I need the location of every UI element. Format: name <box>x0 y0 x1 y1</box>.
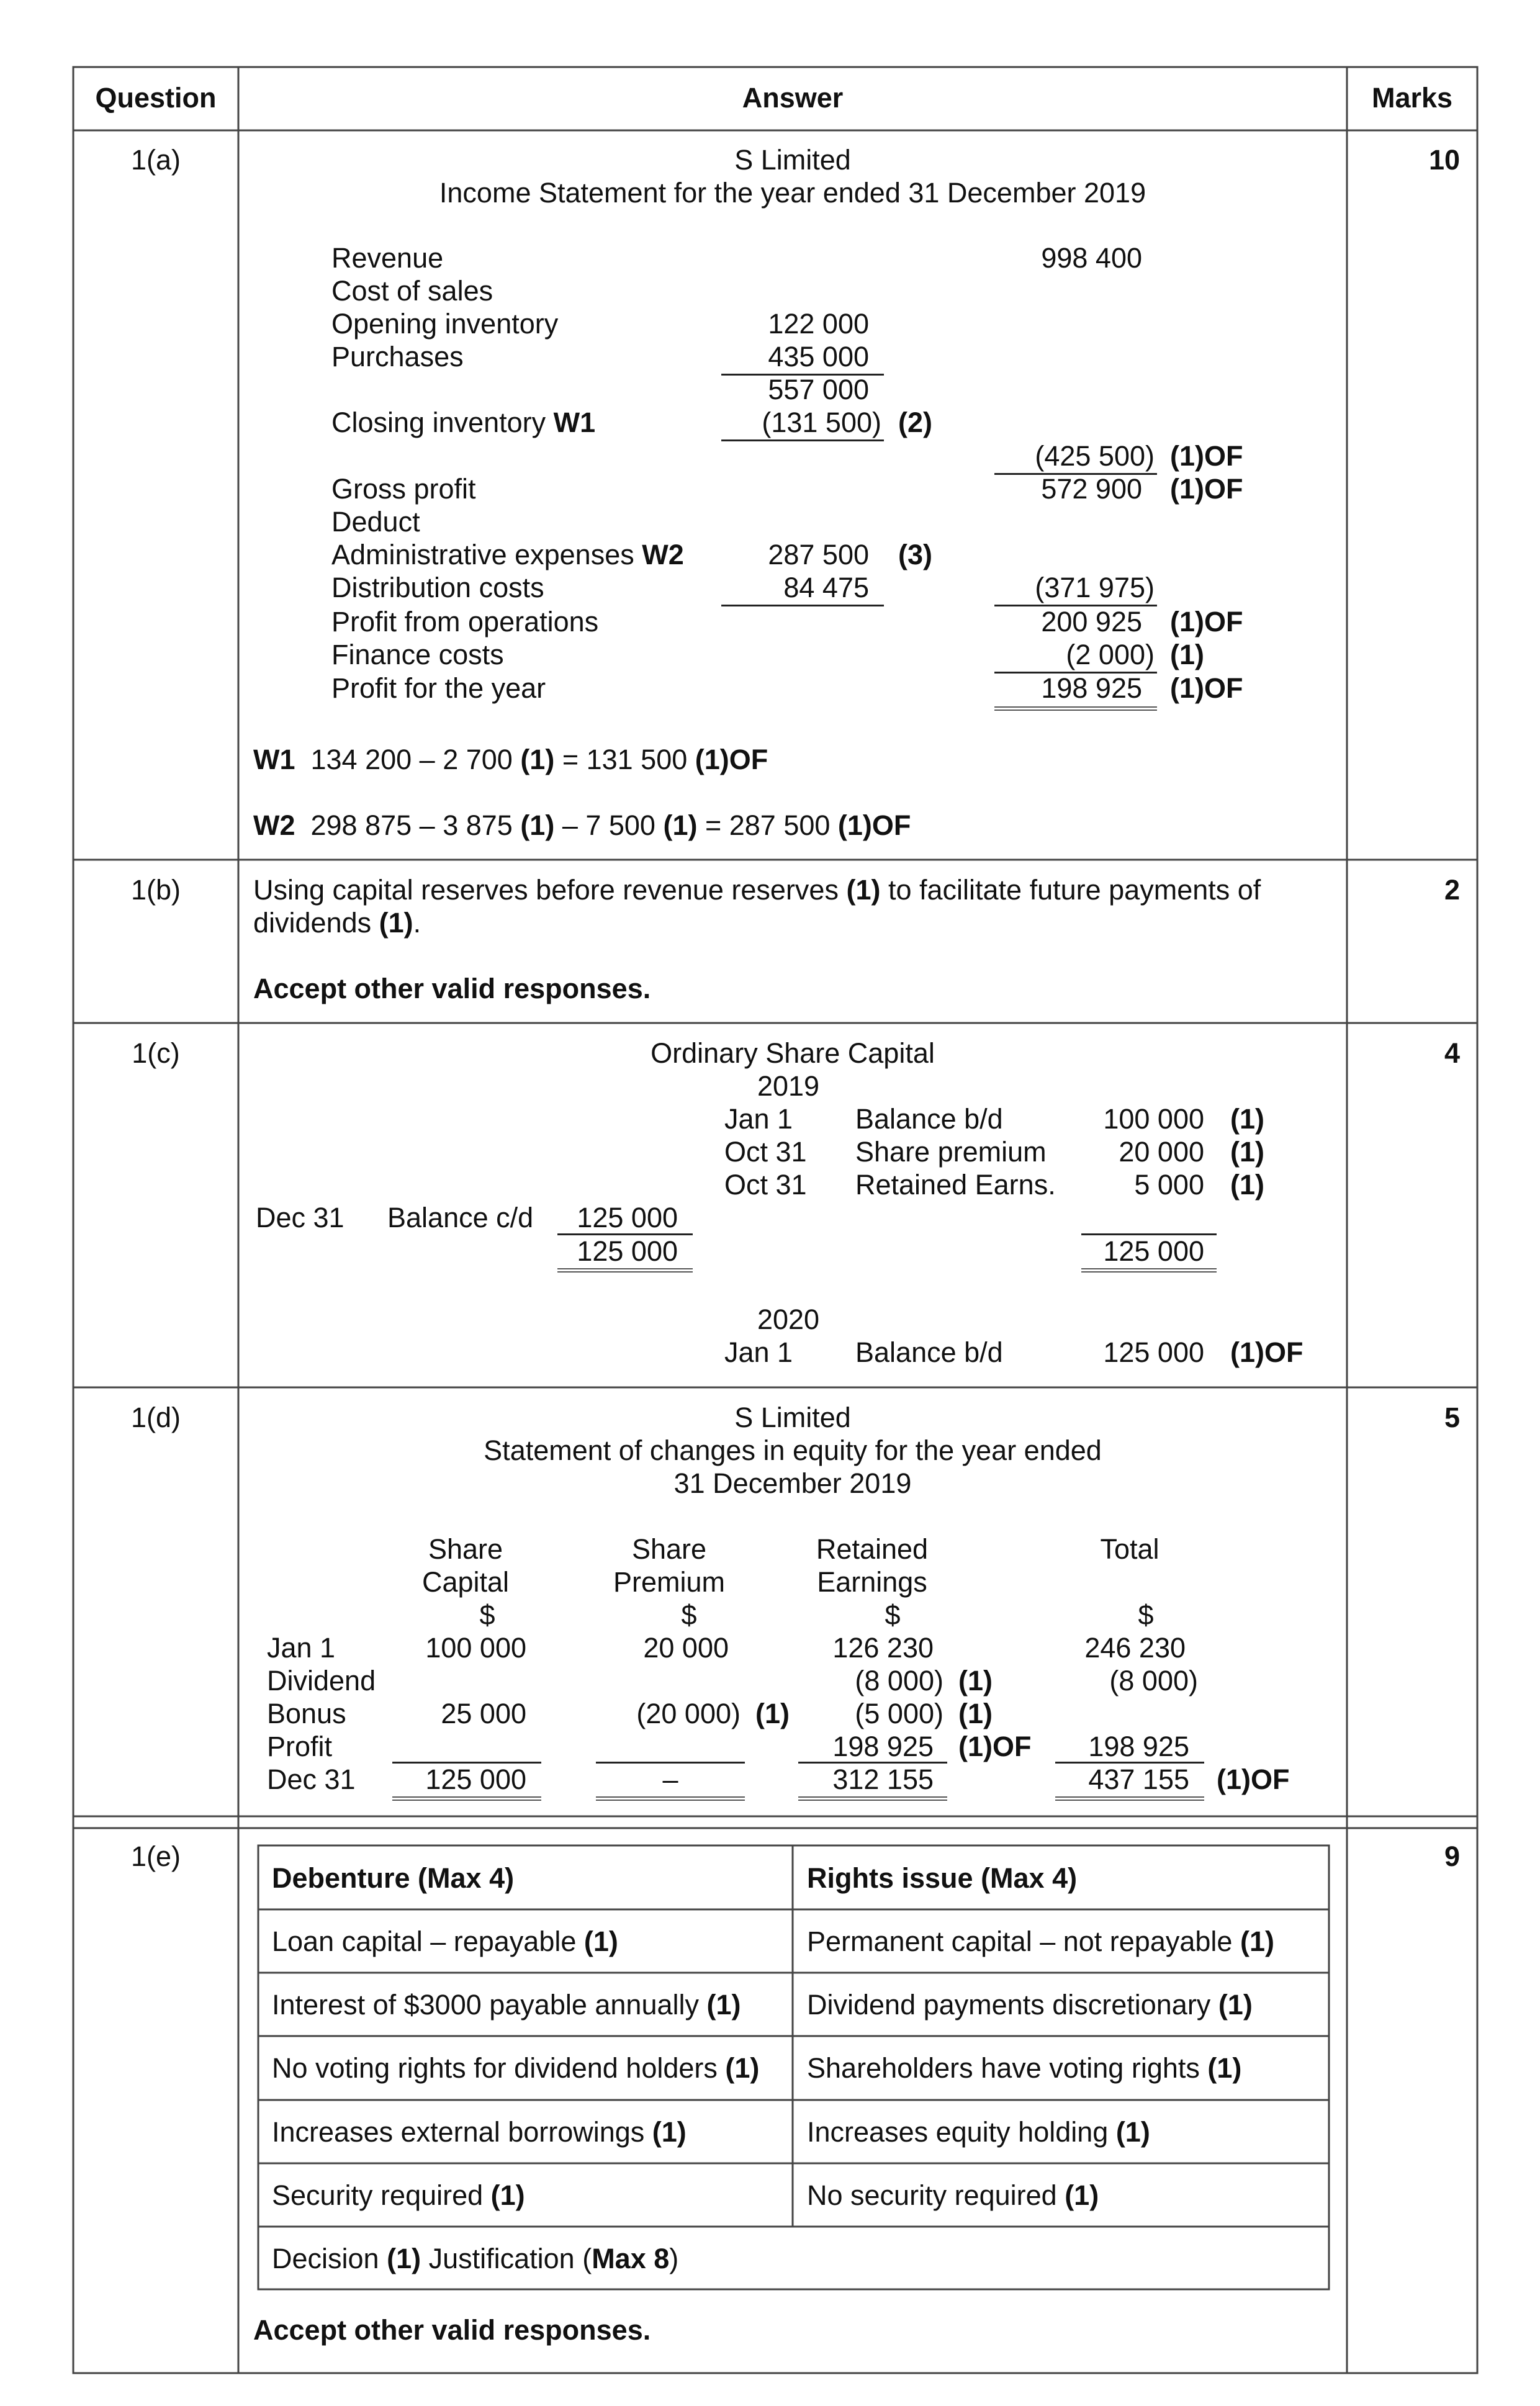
closing-inventory-ref: W1 <box>553 407 596 438</box>
comparison-debenture-cell <box>272 2179 525 2212</box>
comparison-debenture-cell <box>272 1989 741 2021</box>
soce-header-currency: $ <box>885 1599 901 1631</box>
ledger-cr-mark: (1) <box>1230 1169 1264 1201</box>
w2-mark1: (1) <box>520 809 555 841</box>
justification-text: Justification ( <box>421 2243 592 2274</box>
soce-header-share-premium: Share <box>631 1533 707 1565</box>
soce-row-label: Profit <box>267 1731 333 1762</box>
working-w1 <box>253 744 768 776</box>
comparison-rights-text: Dividend payments discretionary <box>807 1989 1218 2021</box>
soce-share-premium: 20 000 <box>643 1632 729 1664</box>
admin-expenses-ref: W2 <box>642 539 684 570</box>
soce-total: 246 230 <box>1084 1632 1186 1664</box>
ledger-cr-desc: Retained Earns. <box>855 1169 1056 1201</box>
w2-calc: 298 875 – 3 875 <box>295 809 521 841</box>
soce-share-premium: (20 000) <box>636 1698 741 1729</box>
comparison-mark: (1) <box>652 2116 687 2148</box>
w2-mark3: (1)OF <box>837 809 911 841</box>
soce-share-capital: 100 000 <box>425 1632 526 1664</box>
comparison-mark: (1) <box>706 1989 741 2021</box>
w1-ref: W1 <box>253 744 295 775</box>
soce-re-mark: (1) <box>958 1698 993 1729</box>
ledger-cr-amount: 20 000 <box>1119 1136 1204 1168</box>
soce-retained-earnings: 312 155 <box>832 1764 934 1795</box>
value-revenue: 998 400 <box>1041 242 1142 274</box>
comparison-debenture-cell <box>272 2052 759 2084</box>
comparison-rights-text: Permanent capital – not repayable <box>807 1926 1240 1957</box>
ledger-dr-amount: 125 000 <box>577 1202 678 1233</box>
ledger-cr-mark: (1) <box>1230 1103 1264 1135</box>
header-question: Question <box>95 82 217 114</box>
comparison-rights-cell <box>807 2052 1241 2084</box>
marks-1d: 5 <box>1444 1402 1460 1433</box>
soce-header-currency: $ <box>681 1599 697 1631</box>
closing-inventory-text: Closing inventory <box>331 407 554 438</box>
question-id-1b: 1(b) <box>130 874 181 906</box>
comparison-rights-text: Shareholders have voting rights <box>807 2052 1208 2084</box>
comparison-mark: (1) <box>1207 2052 1242 2084</box>
comparison-rights-text: Increases equity holding <box>807 2116 1116 2148</box>
soce-title: Statement of changes in equity for the year ended <box>484 1435 1102 1466</box>
soce-header-share-capital: Capital <box>421 1566 510 1598</box>
soce-retained-earnings: 126 230 <box>832 1632 934 1664</box>
comparison-mark: (1) <box>1218 1989 1253 2021</box>
answer-1b-mark1: (1) <box>846 874 881 906</box>
ledger-year-2020: 2020 <box>757 1304 820 1335</box>
decision-mark: (1) <box>387 2243 421 2274</box>
soce-double-underline-retained-earnings <box>798 1796 947 1801</box>
value-finance-costs: (2 000) <box>1066 639 1155 670</box>
ledger-cr-total: 125 000 <box>1103 1235 1204 1267</box>
decision-text: Decision <box>272 2243 387 2274</box>
value-profit-for-year: 198 925 <box>1041 672 1142 704</box>
label-finance-costs: Finance costs <box>331 639 504 670</box>
label-closing-inventory <box>331 407 595 439</box>
ledger-title: Ordinary Share Capital <box>651 1037 935 1069</box>
ledger-cr-mark: (1) <box>1230 1136 1264 1168</box>
value-goods-available: 557 000 <box>768 374 869 405</box>
mark-admin-expenses: (3) <box>898 539 932 570</box>
soce-header-share-premium: Premium <box>613 1566 726 1598</box>
value-distribution-costs: 84 475 <box>783 572 869 603</box>
w1-result: = 131 500 <box>554 744 695 775</box>
justification-close: ) <box>669 2243 679 2274</box>
mark-finance-costs: (1) <box>1170 639 1204 670</box>
w2-calc2: – 7 500 <box>554 809 664 841</box>
question-id-1a: 1(a) <box>130 144 181 176</box>
soce-date: 31 December 2019 <box>673 1467 912 1499</box>
comparison-rights-text: No security required <box>807 2179 1065 2211</box>
label-purchases: Purchases <box>331 341 464 372</box>
double-underline-ledger-dr <box>557 1268 693 1273</box>
question-id-1d: 1(d) <box>130 1402 181 1433</box>
comparison-rights-cell <box>807 2179 1099 2212</box>
ledger-bd-desc: Balance b/d <box>855 1336 1003 1368</box>
answer-1b-mark2: (1) <box>379 907 413 939</box>
comparison-debenture-text: No voting rights for dividend holders <box>272 2052 726 2084</box>
ledger-dr-date: Dec 31 <box>256 1202 344 1233</box>
label-distribution-costs: Distribution costs <box>331 572 544 603</box>
ledger-cr-desc: Share premium <box>855 1136 1047 1168</box>
soce-sp-mark: (1) <box>755 1698 790 1729</box>
marks-1c: 4 <box>1444 1037 1460 1069</box>
double-underline-ledger-cr <box>1081 1268 1217 1273</box>
underline-distribution-costs <box>721 605 884 606</box>
comparison-decision-cell <box>272 2243 678 2275</box>
accept-note-1b: Accept other valid responses. <box>253 973 651 1004</box>
ledger-cr-date: Jan 1 <box>724 1103 793 1135</box>
soce-double-underline-total <box>1055 1796 1204 1801</box>
soce-header-currency: $ <box>1138 1599 1154 1631</box>
soce-row-label: Dec 31 <box>267 1764 356 1795</box>
accept-note-1e: Accept other valid responses. <box>253 2314 651 2346</box>
value-total-expenses: (371 975) <box>1035 572 1155 603</box>
value-gross-profit: 572 900 <box>1041 473 1142 505</box>
comparison-header-debenture: Debenture (Max 4) <box>272 1862 515 1894</box>
label-cost-of-sales: Cost of sales <box>331 275 493 307</box>
value-cost-of-sales: (425 500) <box>1035 440 1155 472</box>
comparison-rights-cell <box>807 1926 1274 1958</box>
ledger-cr-desc: Balance b/d <box>855 1103 1003 1135</box>
soce-total-mark: (1)OF <box>1217 1764 1290 1795</box>
ledger-bd-date: Jan 1 <box>724 1336 793 1368</box>
comparison-rights-cell <box>807 2116 1150 2148</box>
label-admin-expenses <box>331 539 684 571</box>
soce-share-premium: – <box>662 1764 678 1795</box>
mark-profit-for-year: (1)OF <box>1170 672 1243 704</box>
answer-1b-text2: to facilitate future payments of <box>880 874 1261 906</box>
comparison-debenture-text: Loan capital – repayable <box>272 1926 584 1957</box>
comparison-mark: (1) <box>1065 2179 1099 2211</box>
soce-row-label: Jan 1 <box>267 1632 336 1664</box>
admin-expenses-text: Administrative expenses <box>331 539 642 570</box>
soce-company: S Limited <box>734 1402 851 1433</box>
soce-total: 198 925 <box>1088 1731 1189 1762</box>
ledger-dr-desc: Balance c/d <box>387 1202 534 1233</box>
w1-mark1: (1) <box>520 744 555 775</box>
value-profit-from-operations: 200 925 <box>1041 606 1142 638</box>
soce-double-underline-share-premium <box>596 1796 745 1801</box>
label-opening-inventory: Opening inventory <box>331 308 559 340</box>
soce-total: (8 000) <box>1109 1665 1198 1696</box>
label-revenue: Revenue <box>331 242 444 274</box>
soce-share-capital: 125 000 <box>425 1764 526 1795</box>
answer-1b-text1: Using capital reserves before revenue reserves <box>253 874 847 906</box>
answer-1b-text4: . <box>413 907 421 939</box>
ledger-year-2019: 2019 <box>757 1070 820 1102</box>
w1-calc: 134 200 – 2 700 <box>295 744 521 775</box>
comparison-mark: (1) <box>583 1926 618 1957</box>
soce-total: 437 155 <box>1088 1764 1189 1795</box>
soce-retained-earnings: 198 925 <box>832 1731 934 1762</box>
comparison-debenture-cell <box>272 1926 618 1958</box>
comparison-debenture-text: Security required <box>272 2179 491 2211</box>
marks-1b: 2 <box>1444 874 1460 906</box>
marks-1e: 9 <box>1444 1841 1460 1872</box>
comparison-debenture-text: Increases external borrowings <box>272 2116 652 2148</box>
answer-1b-line1 <box>253 874 1261 906</box>
comparison-debenture-cell <box>272 2116 687 2148</box>
header-marks: Marks <box>1371 82 1453 114</box>
soce-header-retained-earnings: Earnings <box>817 1566 927 1598</box>
ledger-cr-date: Oct 31 <box>724 1169 807 1201</box>
soce-header-retained-earnings: Retained <box>816 1533 929 1565</box>
working-w2 <box>253 809 911 842</box>
soce-retained-earnings: (8 000) <box>855 1665 943 1696</box>
mark-cost-of-sales: (1)OF <box>1170 440 1243 472</box>
marks-1a: 10 <box>1428 144 1460 176</box>
ledger-cr-amount: 5 000 <box>1134 1169 1204 1201</box>
answer-1b-text3: dividends <box>253 907 379 939</box>
comparison-rights-cell <box>807 1989 1253 2021</box>
w2-mark2: (1) <box>663 809 698 841</box>
question-id-1e: 1(e) <box>130 1841 181 1872</box>
w2-ref: W2 <box>253 809 295 841</box>
justification-max: Max 8 <box>592 2243 670 2274</box>
question-id-1c: 1(c) <box>132 1037 180 1069</box>
income-statement-title: Income Statement for the year ended 31 December 2019 <box>439 177 1146 209</box>
label-profit-for-year: Profit for the year <box>331 672 546 704</box>
ledger-dr-total: 125 000 <box>577 1235 678 1267</box>
value-closing-inventory: (131 500) <box>762 407 881 438</box>
answer-1b-line2 <box>253 907 421 939</box>
soce-header-share-capital: Share <box>428 1533 503 1565</box>
label-gross-profit: Gross profit <box>331 473 476 505</box>
soce-re-mark: (1) <box>958 1665 993 1696</box>
comparison-mark: (1) <box>1115 2116 1150 2148</box>
label-deduct: Deduct <box>331 506 420 538</box>
soce-row-label: Dividend <box>267 1665 376 1696</box>
w2-result: = 287 500 <box>697 809 838 841</box>
underline-closing-inventory <box>721 439 884 441</box>
mark-profit-from-operations: (1)OF <box>1170 606 1243 638</box>
soce-header-total: Total <box>1100 1533 1160 1565</box>
soce-row-label: Bonus <box>267 1698 346 1729</box>
soce-re-mark: (1)OF <box>958 1731 1032 1762</box>
soce-retained-earnings: (5 000) <box>855 1698 943 1729</box>
comparison-mark: (1) <box>1240 1926 1274 1957</box>
value-admin-expenses: 287 500 <box>768 539 869 570</box>
value-purchases: 435 000 <box>768 341 869 372</box>
double-underline-profit-for-year <box>994 706 1157 711</box>
ledger-cr-amount: 100 000 <box>1103 1103 1204 1135</box>
soce-share-capital: 25 000 <box>441 1698 526 1729</box>
ledger-bd-amount: 125 000 <box>1103 1336 1204 1368</box>
comparison-mark: (1) <box>725 2052 760 2084</box>
label-profit-from-operations: Profit from operations <box>331 606 599 638</box>
soce-double-underline-share-capital <box>392 1796 541 1801</box>
comparison-mark: (1) <box>490 2179 525 2211</box>
soce-header-currency: $ <box>479 1599 495 1631</box>
income-statement-company: S Limited <box>734 144 851 176</box>
w1-mark2: (1)OF <box>695 744 768 775</box>
ledger-cr-date: Oct 31 <box>724 1136 807 1168</box>
mark-gross-profit: (1)OF <box>1170 473 1243 505</box>
mark-closing-inventory: (2) <box>898 407 932 438</box>
comparison-header-rights-issue: Rights issue (Max 4) <box>807 1862 1078 1894</box>
ledger-bd-mark: (1)OF <box>1230 1336 1304 1368</box>
value-opening-inventory: 122 000 <box>768 308 869 340</box>
header-answer: Answer <box>742 82 844 114</box>
comparison-debenture-text: Interest of $3000 payable annually <box>272 1989 707 2021</box>
